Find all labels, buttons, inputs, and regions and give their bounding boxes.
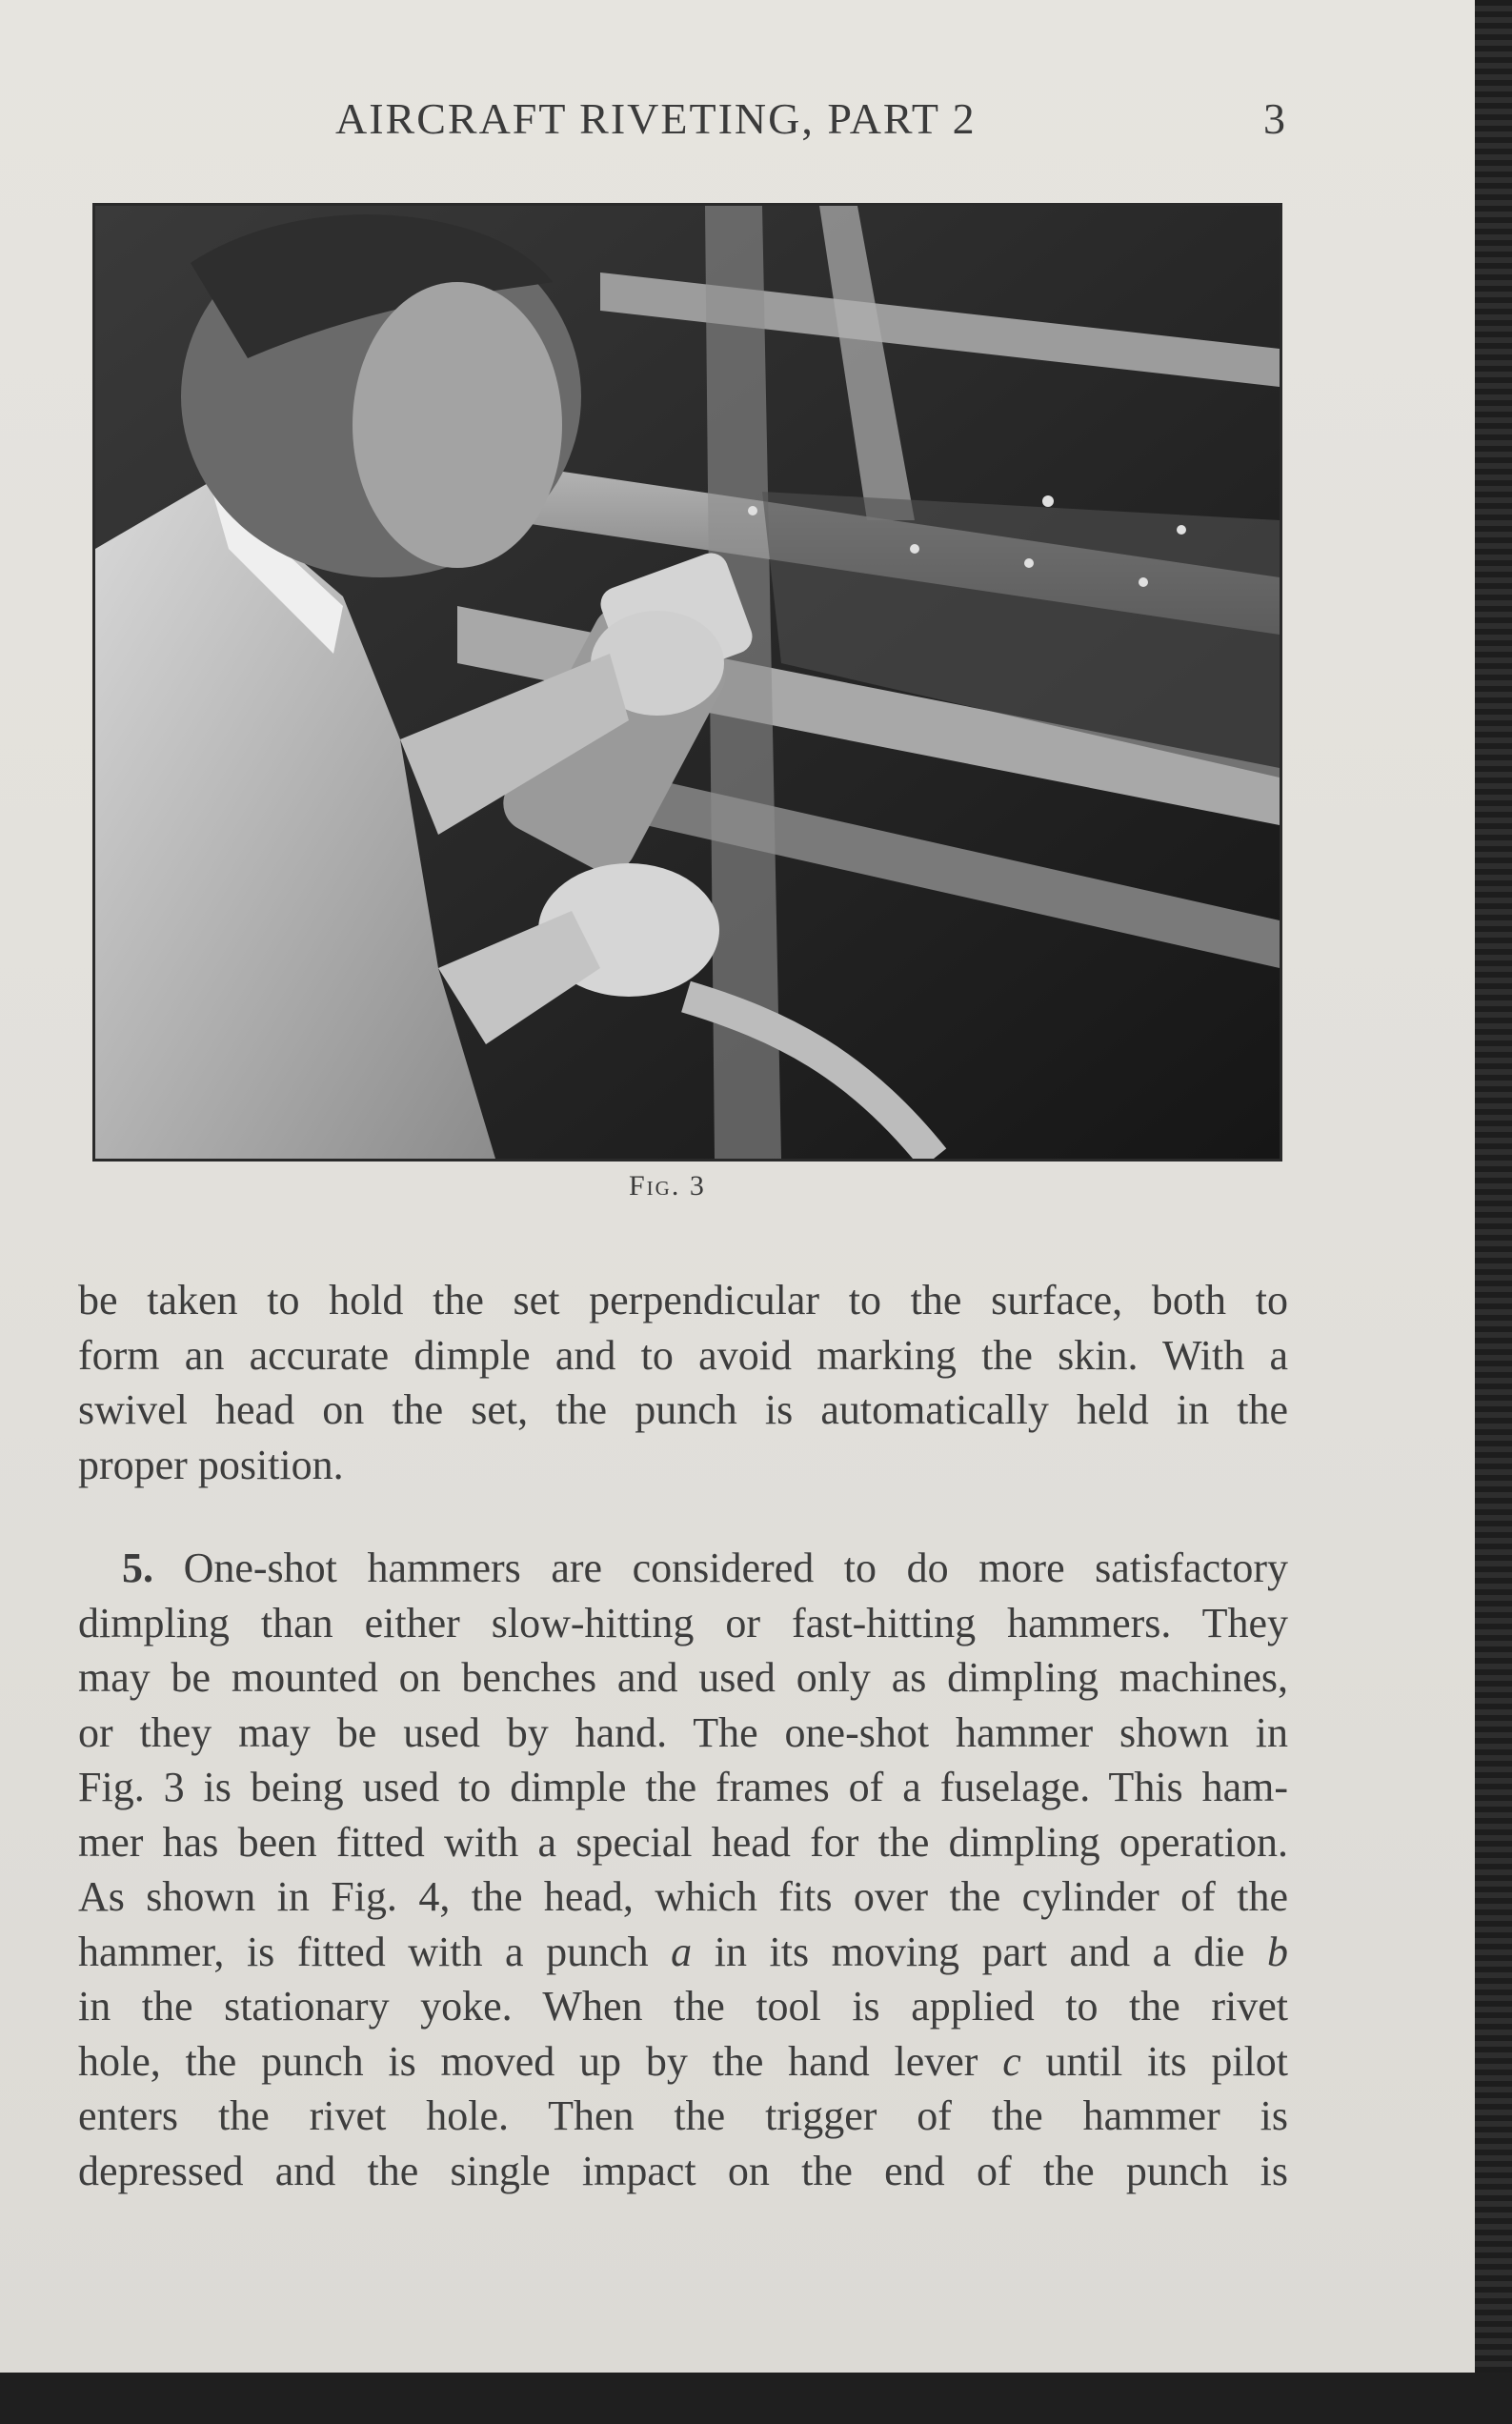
text-line: Fig. 3 is being used to dimple the frames of a fuselage. This ham- (78, 1764, 1288, 1810)
text-line: may be mounted on benches and used only as dimpling machines, (78, 1654, 1288, 1701)
running-head: AIRCRAFT RIVETING, PART 2 (335, 94, 977, 143)
paragraph-number: 5. (122, 1545, 153, 1591)
text-line: or they may be used by hand. The one-shot hammer shown in (78, 1708, 1288, 1756)
text-line: swivel head on the set, the punch is automatically held in the (78, 1386, 1288, 1433)
paragraph-continuation (78, 1273, 1288, 1492)
text-fragment: hammer, is fitted with a punch (78, 1928, 649, 1975)
text-line (78, 1541, 1288, 1596)
text-fragment: in its moving part and a die (714, 1928, 1245, 1975)
figure-caption: Fig. 3 (629, 1170, 706, 1202)
text-line: enters the rivet hole. Then the trigger of the hammer is (78, 2092, 1288, 2139)
text-line: dimpling than either slow-hitting or fast-hitting hammers. They (78, 1599, 1288, 1646)
text-line (78, 1925, 1288, 1980)
label-a: a (671, 1928, 693, 1975)
text-line: depressed and the single impact on the end of the punch is (78, 2147, 1288, 2194)
text-line: As shown in Fig. 4, the head, which fits over the cylinder of the (78, 1873, 1288, 1920)
text-fragment: hole, the punch is moved up by the hand lever (78, 2037, 978, 2085)
text-line: in the stationary yoke. When the tool is applied to the rivet (78, 1983, 1288, 2030)
text-line: proper position. (78, 1441, 344, 1488)
text-line (78, 2034, 1288, 2090)
text-line: mer has been fitted with a special head for the dimpling operation. (78, 1818, 1288, 1866)
book-spine-background (1475, 0, 1512, 2424)
text-line: form an accurate dimple and to avoid marking the skin. With a (78, 1331, 1288, 1379)
text-fragment: One-shot hammers are considered to do more satisfactory (183, 1545, 1288, 1591)
page-number: 3 (1263, 94, 1285, 143)
text-line: be taken to hold the set perpendicular to the surface, both to (78, 1277, 1288, 1323)
label-b: b (1267, 1928, 1289, 1975)
paragraph-5 (78, 1541, 1288, 2198)
text-fragment: until its pilot (1045, 2037, 1289, 2085)
figure-photo (92, 203, 1282, 1162)
riveting-photo-illustration (95, 206, 1280, 1159)
label-c: c (1002, 2037, 1021, 2085)
bottom-background (0, 2373, 1512, 2424)
